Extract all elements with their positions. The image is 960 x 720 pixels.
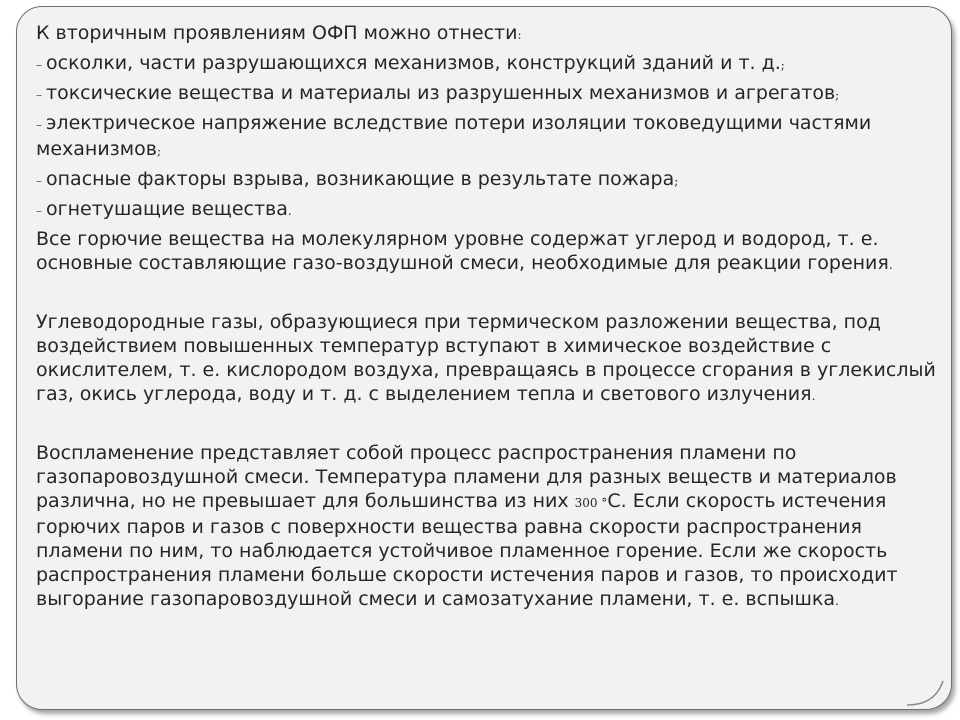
list-item-end: ;	[780, 58, 785, 72]
dash-marker: –	[36, 174, 42, 188]
dash-marker: –	[36, 204, 42, 218]
paragraph-text: Углеводородные газы, образующиеся при термическом разложении вещества, под воздействием повышенных температур вступают в химическое воздействие с окислителем, т. е. кислородом воздуха, превращаясь в процессе сгорания в углекислый газ, окись углерода, воду и т. д. с выделением тепла и светового излучения	[36, 311, 936, 405]
paragraph-text: С. Если скорость истечения горючих паров и газов с поверхности вещества равна скорости распространения пламени по ним, то наблюдается устойчивое пламенное горение. Если же скорость распространения пламени больше скорости истечения паров и газов, то происходит выгорание газопаровоздушной смеси и самозатухание пламени, т. е. вспышка	[36, 490, 898, 610]
intro-line	[36, 21, 936, 47]
list-item	[36, 81, 936, 107]
list-item-text: осколки, части разрушающихся механизмов, конструкций зданий и т. д.	[46, 52, 781, 74]
list-item	[36, 167, 936, 193]
dash-marker: –	[36, 118, 42, 132]
paragraph-text: Все горючие вещества на молекулярном уровне содержат углерод и водород, т. е. основные составляющие газо-воздушной смеси, необходимые для реакции горения	[36, 228, 889, 274]
dash-marker: –	[36, 88, 42, 102]
intro-colon: :	[517, 28, 522, 42]
corner-curl-decoration	[905, 677, 945, 707]
paragraph-end: .	[811, 389, 816, 403]
list-item	[36, 111, 936, 163]
list-item-end: .	[287, 204, 292, 218]
paragraph-ignition	[36, 441, 936, 613]
list-item-text: опасные факторы взрыва, возникающие в результате пожара	[46, 168, 675, 190]
list-item-text: электрическое напряжение вследствие потери изоляции токоведущими частями механизмов	[36, 112, 872, 160]
list-item-text: огнетушащие вещества	[46, 198, 288, 220]
list-item	[36, 197, 936, 223]
slide-content	[36, 21, 936, 613]
list-item-text: токсические вещества и материалы из разрушенных механизмов и агрегатов	[46, 82, 836, 104]
list-item-end: ;	[835, 88, 840, 102]
list-item	[36, 51, 936, 77]
dash-marker: –	[36, 58, 42, 72]
paragraph-molecular	[36, 227, 936, 277]
list-item-end: ;	[674, 174, 679, 188]
paragraph-hydrocarbon-gases	[36, 310, 936, 408]
intro-text: К вторичным проявлениям ОФП можно отнести	[36, 22, 518, 44]
paragraph-text: Воспламенение представляет собой процесс распространения пламени по газопаровоздушной смеси. Температура пламени для разных веществ и материалов различна, но не превышает для большинства из них	[36, 442, 897, 512]
list-item-end: ;	[156, 144, 161, 158]
temperature-value: 300 °	[574, 496, 608, 510]
paragraph-end: .	[888, 258, 893, 272]
paragraph-end: .	[835, 594, 839, 608]
slide-panel	[16, 6, 952, 710]
